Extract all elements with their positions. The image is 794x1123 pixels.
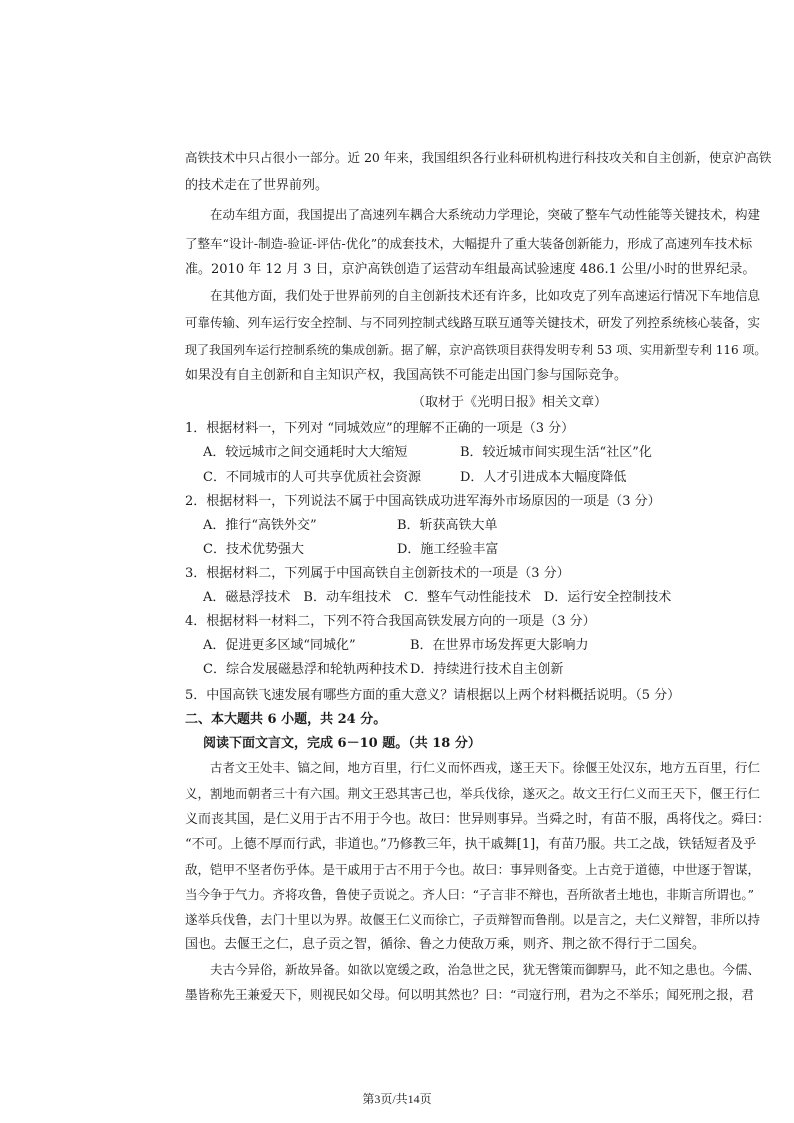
text-line: B．斩获高铁大单 bbox=[397, 518, 498, 533]
text-line: C．综合发展磁悬浮和轮轨两种技术 bbox=[203, 662, 408, 677]
text-line: A．磁悬浮技术 B．动车组技术 C．整车气动性能技术 D．运行安全控制技术 bbox=[203, 590, 672, 605]
text-line: 在其他方面，我们处于世界前列的自主创新技术还有许多，比如攻克了列车高速运行情况下车地信息 bbox=[210, 288, 761, 303]
text-line: B．在世界市场发挥更大影响力 bbox=[410, 638, 589, 653]
text-line: 高铁技术中只占很小一部分。近 20 年来，我国组织各行业科研机构进行科技攻关和自主创新，使京沪高铁 bbox=[185, 150, 772, 165]
page-number: 第3页/共14页 bbox=[362, 1092, 432, 1106]
text-line: D．持续进行技术自主创新 bbox=[410, 662, 564, 677]
text-line: 2．根据材料一，下列说法不属于中国高铁成功进军海外市场原因的一项是（3 分） bbox=[185, 494, 661, 509]
text-line: 义而丧其国，是仁义用于古不用于今也。故曰：世异则事异。当舜之时，有苗不服，禹将伐之。舜曰： bbox=[185, 812, 771, 827]
text-line: 可靠传输、列车运行安全控制、与不同列控制式线路互联互通等关键技术，研发了列控系统核心装备，实 bbox=[185, 315, 761, 330]
text-line: 古者文王处丰、镐之间，地方百里，行仁义而怀西戎，遂王天下。徐偃王处汉东，地方五百里，行仁 bbox=[210, 760, 761, 775]
text-line: 4．根据材料一材料二，下列不符合我国高铁发展方向的一项是（3 分） bbox=[185, 614, 596, 629]
text-line: 当今争于气力。齐将攻鲁，鲁使子贡说之。齐人曰：“子言非不辩也，吾所欲者土地也，非斯言所谓也。” bbox=[185, 887, 755, 902]
text-line: 国也。去偃王之仁，息子贡之智，循徐、鲁之力使敌万乘，则齐、荆之欲不得行于二国矣。 bbox=[185, 937, 706, 952]
text-line: A．较远城市之间交通耗时大大缩短 bbox=[203, 445, 408, 460]
text-line: A．推行“高铁外交” bbox=[203, 518, 317, 533]
text-line: 敌，铠甲不坚者伤乎体。是干戚用于古不用于今也。故曰：事异则备变。上古竞于道德，中世逐于智谋， bbox=[185, 862, 761, 877]
text-line: 二、本大题共 6 小题，共 24 分。 bbox=[185, 712, 387, 727]
text-line: “不可。上德不厚而行武，非道也。”乃修教三年，执干戚舞[1]，有苗乃服。共工之战，铁铦短者及乎 bbox=[185, 837, 757, 852]
text-line: 的技术走在了世界前列。 bbox=[185, 178, 329, 193]
text-line: D．施工经验丰富 bbox=[397, 542, 499, 557]
text-line: 夫古今异俗，新故异备。如欲以宽缓之政，治急世之民，犹无辔策而御駻马，此不知之患也。今儒、 bbox=[210, 962, 761, 977]
text-line: D．人才引进成本大幅度降低 bbox=[460, 470, 627, 485]
text-line: C．不同城市的人可共享优质社会资源 bbox=[203, 470, 421, 485]
text-line: A．促进更多区域“同城化” bbox=[203, 638, 356, 653]
text-line: 阅读下面文言文，完成 6－10 题。（共 18 分） bbox=[203, 736, 481, 751]
text-line: 遂举兵伐鲁，去门十里以为界。故偃王仁义而徐亡，子贡辩智而鲁削。以是言之，夫仁义辩智，非所以持 bbox=[185, 912, 761, 927]
text-line: 在动车组方面，我国提出了高速列车耦合大系统动力学理论，突破了整车气动性能等关键技术，构建 bbox=[210, 207, 761, 222]
text-line: C．技术优势强大 bbox=[203, 542, 304, 557]
text-line: 3．根据材料二，下列属于中国高铁自主创新技术的一项是（3 分） bbox=[185, 566, 570, 581]
text-line: 1．根据材料一，下列对 “同城效应”的理解不正确的一项是（3 分） bbox=[185, 421, 575, 436]
text-line: 5．中国高铁飞速发展有哪些方面的重大意义？请根据以上两个材料概括说明。（5 分） bbox=[185, 688, 681, 703]
text-line: 如果没有自主创新和自主知识产权，我国高铁不可能走出国门参与国际竞争。 bbox=[185, 368, 628, 383]
text-line: 墨皆称先王兼爱天下，则视民如父母。何以明其然也？曰：“司寇行刑，君为之不举乐；闻死刑之报，君 bbox=[185, 987, 754, 1002]
text-line: 了整车“设计-制造-验证-评估-优化”的成套技术，大幅提升了重大装备创新能力，形成了高速列车技术标 bbox=[185, 236, 753, 251]
text-line: 准。2010 年 12 月 3 日，京沪高铁创造了运营动车组最高试验速度 486.1 公里/小时的世界纪录。 bbox=[185, 262, 756, 277]
text-line: 义，割地而朝者三十有六国。荆文王恐其害己也，举兵伐徐，遂灭之。故文王行仁义而王天下，偃王行仁 bbox=[185, 786, 761, 801]
text-line: 现了我国列车运行控制系统的集成创新。据了解，京沪高铁项目获得发明专利 53 项、实用新型专利 116 项。 bbox=[185, 343, 767, 357]
text-line: B．较近城市间实现生活“社区”化 bbox=[460, 445, 652, 460]
text-line: （取材于《光明日报》相关文章） bbox=[412, 395, 608, 410]
